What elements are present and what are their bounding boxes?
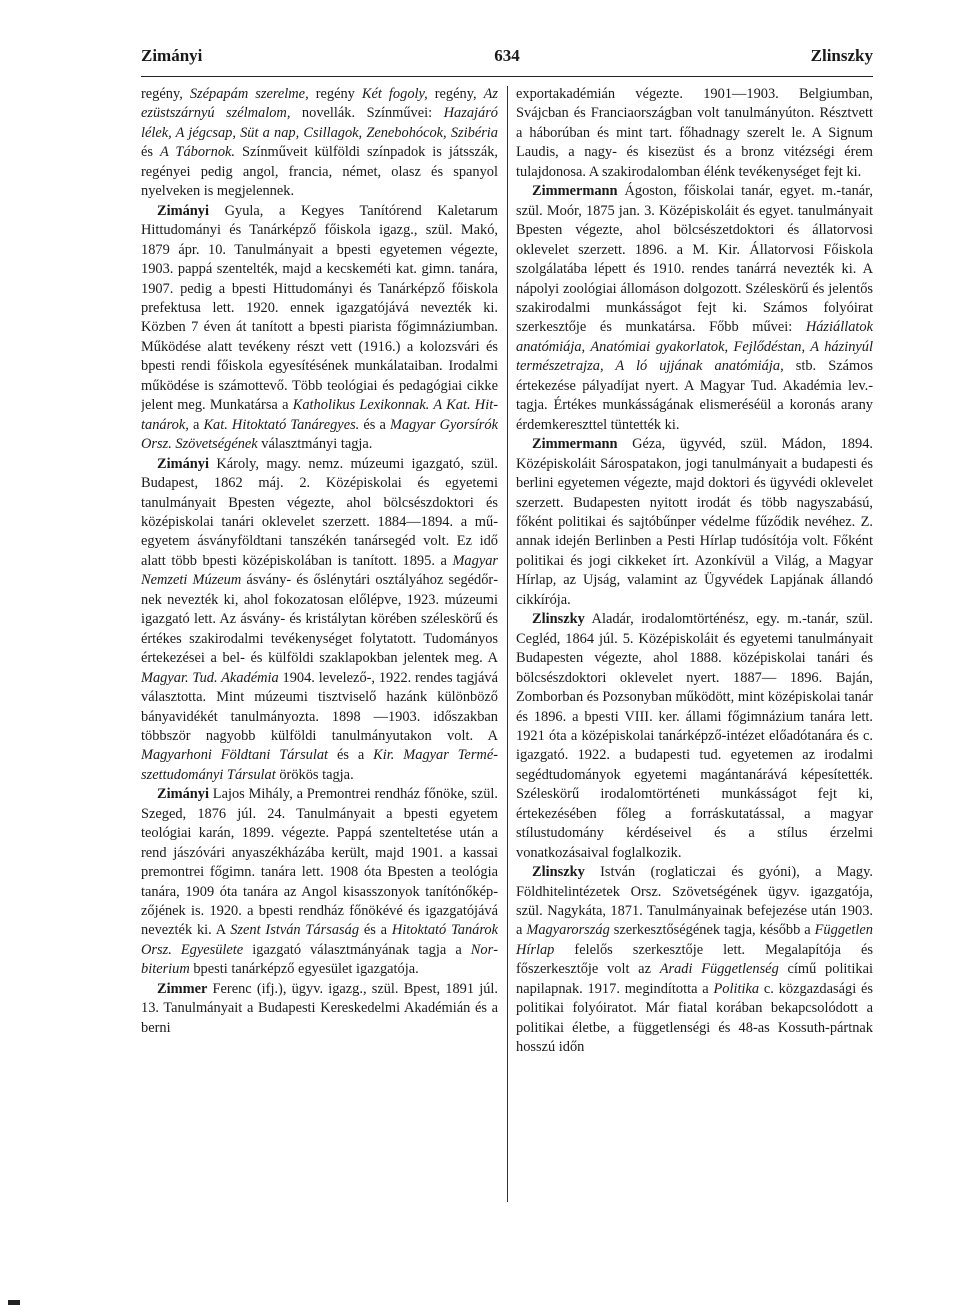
entry-headword: Zimányi bbox=[157, 202, 209, 219]
entry-italic-title: Magyar Gyorsírók Orsz. Szövetségének bbox=[141, 416, 498, 453]
entry-headword: Zimmermann bbox=[532, 436, 618, 453]
entry-paragraph bbox=[516, 863, 873, 1058]
running-header bbox=[141, 46, 873, 74]
entry-text: stb. Számos értekezése pályadíjat nyert. A Magyar Tud. Akadémia lev.-tagja. Értékes munkásságának elismeréséül a koronás arany érdemkereszttel tüntették ki. bbox=[516, 358, 873, 433]
entry-italic-title: Szent István Társaság bbox=[230, 922, 360, 939]
entry-italic-title: Norbiterium bbox=[141, 941, 498, 978]
entry-text: regény, bbox=[141, 86, 190, 102]
entry-text: és a bbox=[359, 922, 392, 939]
entry-italic-title: Az ezüstszárnyú szélmalom, bbox=[141, 86, 498, 122]
entry-paragraph bbox=[141, 785, 498, 980]
entry-text: novellák. Színművei: bbox=[290, 105, 444, 122]
left-column bbox=[141, 85, 498, 1280]
header-rule bbox=[141, 76, 873, 77]
entry-text: Géza, ügyvéd, szül. Mádon, 1894. Középiskoláit Sárospatakon, jogi tanulmányait a budapesti és berlini egyetemen végezte, majd doktori és ügyvédi oklevelet szerzett. Budapesten nyitott irodát és több nagyszabású, főként politikai és sajtóbűnper védelme fűződik nevéhez. Z. annak idején Berlinben a Pesti Hírlap tudósítója volt. Főként politikai és jogi cikkeket írt. Azonkívül a Világ, a Magyar Hírlap, az Ujság, valamint az Ügyvédek Lapjának állandó cikkírója. bbox=[516, 436, 873, 608]
header-right-headword: Zlinszky bbox=[810, 46, 873, 65]
entry-text: a bbox=[188, 416, 204, 433]
entry-text: szerkesztőségének tagja, később a bbox=[609, 922, 815, 939]
entry-text: igazgató választmányának tagja a bbox=[243, 941, 471, 958]
entry-paragraph bbox=[516, 182, 873, 435]
entry-italic-title: Kat. Hitoktató Tanáregyes. bbox=[203, 416, 360, 433]
entry-italic-title: Hitoktató Tanárok Orsz. Egyesülete bbox=[141, 922, 498, 958]
entry-text: Aladár, irodalomtörténész, egy. m.-tanár, szül. Cegléd, 1864 júl. 5. Középiskoláit és egyetemi tanulmányait Budapesten végezte, ahol 1888. középiskolai tanári és bölcsészdoktori oklevelet nyert. 1887— 1896. Baján, Zomborban és Pozsonyban működött, mint középiskolai tanár és 1896. a bpesti VIII. ker. állami főgimnázium tanára lett. 1921 óta a középiskolai tanárképző-intézet előadótanára és c. igazgató. 1922. a budapesti tud. egyetemen az irodalmi segédtudományok egyetemi magántanárává képesítették. Széleskörű irodalomtörténeti munkásságot fejt ki, értekezésében főleg a forráskutatással, a magyar stílustudomány kérdéseivel és a stílus érzelmi vonatkozásaival foglalkozik. bbox=[516, 611, 873, 861]
entry-paragraph bbox=[141, 202, 498, 455]
entry-italic-title: Szépapám szerelme, bbox=[189, 86, 309, 102]
entry-paragraph bbox=[141, 455, 498, 786]
entry-italic-title: Magyarország bbox=[526, 922, 610, 939]
entry-text: 1904. levelező-, 1922. rendes tagjává választotta. Mint múzeumi tisztviselő hazánk különböző bányavidékét tanulmányozta. 1898 —1903. időszakban többször nagyobb külföldi tanulmányutakon volt. A bbox=[141, 669, 498, 744]
entry-headword: Zlinszky bbox=[532, 611, 585, 628]
entry-italic-title: A Tábornok. bbox=[159, 144, 236, 161]
header-left-headword: Zimányi bbox=[141, 46, 203, 65]
entry-text: c. közgazdasági és politikai folyóiratot. Már fiatal korában bekapcsolódott a politikai életbe, a függetlenségi és 48-as Kossuth-pártnak hosszú időn bbox=[516, 980, 873, 1056]
entry-italic-title: Politika bbox=[713, 980, 760, 997]
entry-text: választmányi tagja. bbox=[257, 436, 373, 453]
entry-paragraph bbox=[516, 85, 873, 182]
entry-text: és a bbox=[328, 747, 374, 764]
entry-italic-title: Magyar. Tud. Akadémia bbox=[141, 669, 279, 686]
entry-text: ásvány- és őslénytári osztályához segédőrnek nevezték ki, ahol fokozatosan előlépve, 1923. múzeumi igazgató lett. Az ásvány- és kristálytan körében széleskörű és értékes szakirodalmi tevékenységet folytatott. Tudományos értekezései a bel- és külföldi szaklapokban jelentek meg. A bbox=[141, 572, 498, 667]
entry-text: Ferenc (ifj.), ügyv. igazg., szül. Bpest, 1891 júl. 13. Tanulmányait a Budapesti Kereskedelmi Akadémián és a berni bbox=[141, 980, 498, 1036]
entry-headword: Zimányi bbox=[157, 455, 209, 472]
entry-text: Gyula, a Kegyes Tanítórend Kaletarum Hittudományi és Tanárképző főiskola igazg., szül. Makó, 1879 ápr. 10. Tanulmányait a bpesti egyetemen végezte, 1903. pappá szentelték, majd a kecskeméti kat. gimn. tanára, 1907. pedig a bpesti Hittudományi és Tanárképző főiskola prefektusa lett. 1920. ennek igazgatójává nevezték ki. Közben 7 éven át tanított a bpesti piarista főgimnáziumban. Működése alatt tevékeny részt vett (1916.) a kolozsvári és bpesti rendi főiskola egyesítésének munkálataiban. Irodalmi működése is számottevő. Több teológiai és pedagógiai cikke jelent meg. Munkatársa a bbox=[141, 202, 498, 414]
page-number: 634 bbox=[494, 46, 520, 65]
entry-text: című politikai napilapnak. 1917. megindította a bbox=[516, 961, 873, 997]
right-column bbox=[516, 85, 873, 1280]
entry-headword: Zimányi bbox=[157, 786, 209, 803]
entry-text: örökös tagja. bbox=[275, 766, 354, 783]
entry-paragraph bbox=[516, 610, 873, 863]
entry-text: felelős szerkesztője lett. Megalapítója és főszerkesztője volt az bbox=[516, 941, 873, 978]
column-divider bbox=[507, 86, 508, 1202]
entry-text: és a bbox=[359, 416, 390, 433]
entry-italic-title: Független Hírlap bbox=[516, 922, 873, 958]
entry-text: exportakadémián végezte. 1901—1903. Belgiumban, Svájcban és Franciaországban volt tanulmányúton. Résztvett a háborúban és mint tart. főhadnagy szerelt le. A Signum Laudis, a nagy- és kisezüst és a bronz vitézségi érem tulajdonosa. A szakirodalomban élénk tevékenységet fejt ki. bbox=[516, 86, 873, 180]
entry-paragraph bbox=[141, 85, 498, 202]
entry-text: Lajos Mihály, a Premontrei rendház főnöke, szül. Szeged, 1876 júl. 24. Tanulmányait a bpesti egyetem teológiai karán, 1899. végezte. Pappá szenteltetése után a rend jászóvári anyaszékházába került, majd 1901. a kassai premontrei főgimn. tanára lett. 1908 óta Bpesten a teológia tanára, 1909 óta tanára az Angol kisasszonyok tanítónőképzőjének is. 1920. a bpesti rendház főnökévé és igazgatójává nevezték ki. A bbox=[141, 786, 498, 939]
entry-text: István (roglaticzai és gyóni), a Magy. Földhitelintézetek Orsz. Szövetségének ügyv. igazgatója, szül. Nagykáta, 1871. Tanulmányainak befejezése után 1903. a bbox=[516, 864, 873, 939]
entry-headword: Zlinszky bbox=[532, 864, 585, 881]
entry-text: regény, bbox=[427, 86, 484, 102]
entry-italic-title: Hazajáró lélek, A jégcsap, Süt a nap, Csillagok, Zenebohócok, Szibéria bbox=[141, 105, 498, 141]
entry-italic-title: Magyar Nemzeti Múzeum bbox=[141, 552, 498, 589]
entry-text: regény bbox=[308, 86, 362, 102]
entry-text: és bbox=[141, 144, 160, 161]
entry-paragraph bbox=[141, 980, 498, 1038]
entry-italic-title: Háziállatok anatómiája, Anatómiai gyakorlatok, Fejlődéstan, A házinyúl természetrajza, A ló ujjának anatómiája, bbox=[516, 319, 873, 375]
entry-italic-title: Két fogoly, bbox=[361, 86, 428, 102]
entry-italic-title: Katholikus Lexikonnak. A Kat. Hittanárok, bbox=[141, 397, 498, 433]
entry-italic-title: Aradi Függetlenség bbox=[659, 961, 779, 978]
entry-text: bpesti tanárképző egyesület igazgatója. bbox=[189, 961, 419, 978]
entry-text: Színműveit külföldi színpadok is játsszák, regényei pedig angol, francia, német, olasz és spanyol nyelveken is megjelennek. bbox=[141, 144, 498, 200]
entry-italic-title: Magyarhoni Földtani Társulat bbox=[141, 747, 329, 764]
entry-italic-title: Kir. Magyar Természettudományi Társulat bbox=[141, 747, 498, 783]
scan-mark bbox=[8, 1300, 20, 1305]
entry-text: Ágoston, főiskolai tanár, egyet. m.-tanár, szül. Moór, 1875 jan. 3. Középiskoláit és egyet. tanulmányait Bpesten végezte, ahol bölcsészetdoktori és állatorvosi oklevelet szerzett. 1896. a M. Kir. Állatorvosi Főiskola szolgálatába lépett és 1910. rendes tanárrá nevezték ki. A nápolyi zoológiai állomáson dolgozott. Széleskörű és jelentős szakirodalmi munkásságot fejt ki. Számos folyóirat szerkesztője és munkatársa. Főbb művei: bbox=[516, 183, 873, 336]
entry-headword: Zimmer bbox=[157, 980, 208, 997]
entry-headword: Zimmermann bbox=[532, 183, 618, 200]
entry-text: Károly, magy. nemz. múzeumi igazgató, szül. Budapest, 1862 máj. 2. Középiskolai és egyetemi tanulmányait Bpesten végezte, ahol bölcsészdoktori és középiskolai tanári oklevelet szerzett. 1884—1894. a műegyetem ásványföldtani tanszékén tanársegéd volt. Ez idő alatt több bpesti középiskolában is tanított. 1895. a bbox=[141, 455, 498, 569]
entry-paragraph bbox=[516, 435, 873, 610]
